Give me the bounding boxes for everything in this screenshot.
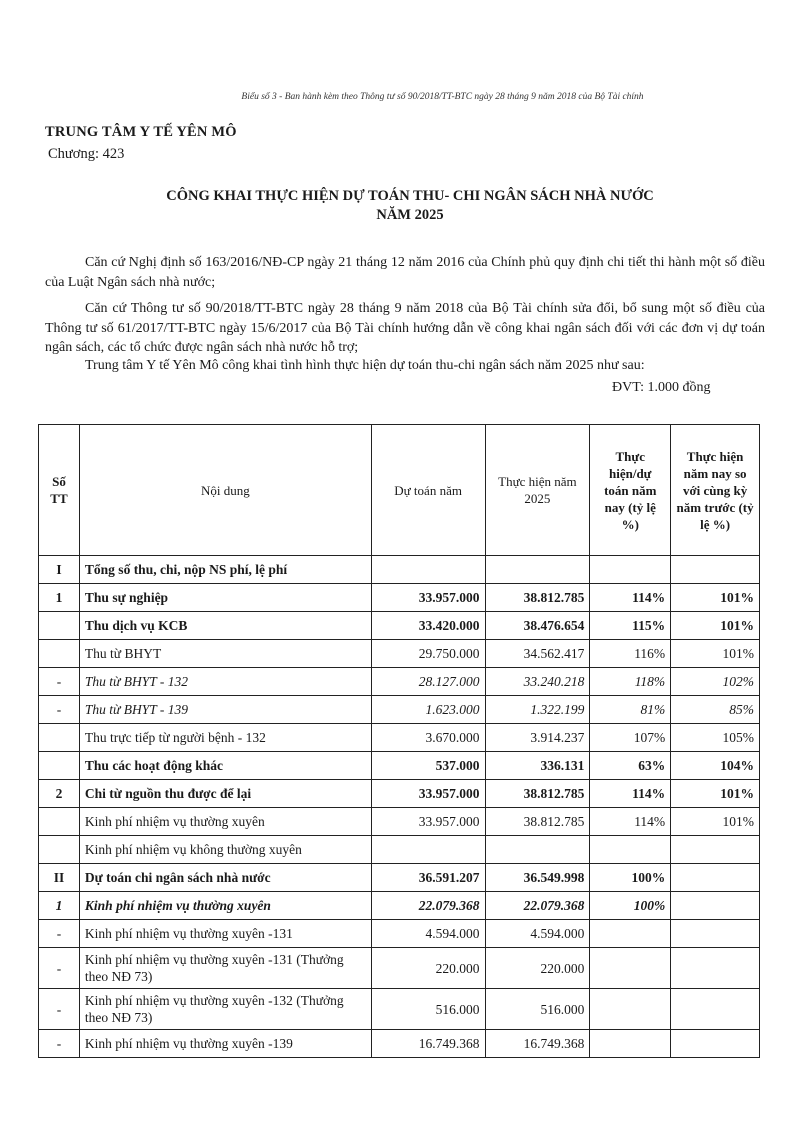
- cell-content: Kinh phí nhiệm vụ thường xuyên -131: [79, 920, 371, 948]
- title-line-2: NĂM 2025: [376, 207, 444, 223]
- header-actual: Thực hiện năm 2025: [485, 425, 590, 556]
- budget-table: [38, 424, 760, 1058]
- paragraph-legal-basis-2: [45, 299, 765, 358]
- cell-estimate: 28.127.000: [371, 668, 485, 696]
- cell-estimate: 3.670.000: [371, 724, 485, 752]
- cell-ratio-prev: [671, 864, 760, 892]
- cell-stt: [39, 640, 80, 668]
- paragraph-text: Căn cứ Thông tư số 90/2018/TT-BTC ngày 28 tháng 9 năm 2018 của Bộ Tài chính sửa đổi, bổ sung một số điều của Thông tư số 61/2017/TT-BTC ngày 15/6/2017 của Bộ Tài chính hướng dẫn về công khai ngân sách đối với các đơn vị dự toán ngân sách, các tổ chức được ngân sách nhà nước hỗ trợ;: [45, 301, 765, 355]
- cell-ratio-prev: 105%: [671, 724, 760, 752]
- cell-content: Thu trực tiếp từ người bệnh - 132: [79, 724, 371, 752]
- cell-content: Dự toán chi ngân sách nhà nước: [79, 864, 371, 892]
- table-row: [39, 780, 760, 808]
- cell-ratio-plan: 114%: [590, 808, 671, 836]
- annex-note: Biểu số 3 - Ban hành kèm theo Thông tư số 90/2018/TT-BTC ngày 28 tháng 9 năm 2018 của Bộ Tài chính: [241, 92, 644, 102]
- currency-unit: ĐVT: 1.000 đồng: [612, 380, 711, 395]
- cell-estimate: 516.000: [371, 989, 485, 1030]
- cell-ratio-plan: 116%: [590, 640, 671, 668]
- cell-ratio-prev: 101%: [671, 584, 760, 612]
- cell-actual: 38.812.785: [485, 808, 590, 836]
- cell-content: Thu từ BHYT - 139: [79, 696, 371, 724]
- table-row: [39, 556, 760, 584]
- cell-estimate: 29.750.000: [371, 640, 485, 668]
- table-row: [39, 989, 760, 1030]
- cell-content: Kinh phí nhiệm vụ thường xuyên -132 (Thưởng theo NĐ 73): [79, 989, 371, 1030]
- cell-estimate: 33.957.000: [371, 584, 485, 612]
- header-ratio-prev: Thực hiện năm nay so với cùng kỳ năm trước (tỷ lệ %): [671, 425, 760, 556]
- table-row: [39, 864, 760, 892]
- cell-estimate: 537.000: [371, 752, 485, 780]
- cell-ratio-plan: [590, 989, 671, 1030]
- cell-actual: 22.079.368: [485, 892, 590, 920]
- cell-stt: 1: [39, 892, 80, 920]
- table-row: [39, 836, 760, 864]
- cell-ratio-plan: [590, 836, 671, 864]
- title-line-1: CÔNG KHAI THỰC HIỆN DỰ TOÁN THU- CHI NGÂN SÁCH NHÀ NƯỚC: [166, 188, 654, 204]
- paragraph-text: Căn cứ Nghị định số 163/2016/NĐ-CP ngày 21 tháng 12 năm 2016 của Chính phủ quy định chi tiết thi hành một số điều của Luật Ngân sách nhà nước;: [45, 255, 765, 290]
- cell-ratio-plan: [590, 920, 671, 948]
- cell-stt: II: [39, 864, 80, 892]
- cell-content: Thu sự nghiệp: [79, 584, 371, 612]
- cell-estimate: 33.420.000: [371, 612, 485, 640]
- cell-ratio-plan: [590, 1030, 671, 1058]
- cell-content: Kinh phí nhiệm vụ thường xuyên: [79, 808, 371, 836]
- cell-estimate: 36.591.207: [371, 864, 485, 892]
- cell-ratio-prev: 85%: [671, 696, 760, 724]
- cell-actual: 38.812.785: [485, 584, 590, 612]
- table-row: [39, 948, 760, 989]
- paragraph-legal-basis-1: [45, 253, 765, 292]
- cell-stt: -: [39, 989, 80, 1030]
- cell-stt: [39, 836, 80, 864]
- cell-ratio-prev: [671, 556, 760, 584]
- cell-actual: [485, 556, 590, 584]
- table-row: [39, 612, 760, 640]
- cell-ratio-plan: 114%: [590, 780, 671, 808]
- paragraph-intro: [45, 356, 775, 376]
- cell-ratio-plan: 115%: [590, 612, 671, 640]
- cell-content: Kinh phí nhiệm vụ thường xuyên: [79, 892, 371, 920]
- cell-content: Thu từ BHYT: [79, 640, 371, 668]
- cell-actual: 3.914.237: [485, 724, 590, 752]
- cell-estimate: 22.079.368: [371, 892, 485, 920]
- table-row: [39, 584, 760, 612]
- cell-content: Thu từ BHYT - 132: [79, 668, 371, 696]
- table-row: [39, 752, 760, 780]
- cell-content: Chi từ nguồn thu được để lại: [79, 780, 371, 808]
- header-ratio-plan: Thực hiện/dự toán năm nay (tỷ lệ %): [590, 425, 671, 556]
- cell-content: Kinh phí nhiệm vụ không thường xuyên: [79, 836, 371, 864]
- cell-actual: 36.549.998: [485, 864, 590, 892]
- table-body: [39, 556, 760, 1058]
- header-stt: Số TT: [39, 425, 80, 556]
- cell-estimate: [371, 556, 485, 584]
- cell-stt: 1: [39, 584, 80, 612]
- cell-actual: 516.000: [485, 989, 590, 1030]
- document-title: [0, 187, 800, 225]
- table-row: [39, 1030, 760, 1058]
- cell-content: Thu dịch vụ KCB: [79, 612, 371, 640]
- cell-ratio-prev: [671, 836, 760, 864]
- cell-ratio-plan: [590, 556, 671, 584]
- cell-ratio-plan: 63%: [590, 752, 671, 780]
- table-row: [39, 668, 760, 696]
- table-row: [39, 724, 760, 752]
- cell-ratio-prev: [671, 989, 760, 1030]
- cell-stt: -: [39, 948, 80, 989]
- cell-stt: [39, 752, 80, 780]
- paragraph-text: Trung tâm Y tế Yên Mô công khai tình hình thực hiện dự toán thu-chi ngân sách năm 2025 như sau:: [85, 358, 645, 373]
- cell-ratio-prev: 101%: [671, 640, 760, 668]
- header-content: Nội dung: [79, 425, 371, 556]
- cell-ratio-prev: [671, 948, 760, 989]
- cell-content: Tổng số thu, chi, nộp NS phí, lệ phí: [79, 556, 371, 584]
- cell-stt: [39, 808, 80, 836]
- cell-stt: -: [39, 1030, 80, 1058]
- cell-actual: 1.322.199: [485, 696, 590, 724]
- table-row: [39, 920, 760, 948]
- cell-ratio-prev: [671, 1030, 760, 1058]
- cell-actual: 38.476.654: [485, 612, 590, 640]
- cell-ratio-prev: [671, 892, 760, 920]
- cell-estimate: 220.000: [371, 948, 485, 989]
- organization-name: TRUNG TÂM Y TẾ YÊN MÔ: [45, 124, 237, 140]
- cell-stt: -: [39, 696, 80, 724]
- cell-ratio-plan: [590, 948, 671, 989]
- cell-ratio-prev: 104%: [671, 752, 760, 780]
- cell-actual: [485, 836, 590, 864]
- cell-ratio-plan: 81%: [590, 696, 671, 724]
- cell-actual: 4.594.000: [485, 920, 590, 948]
- cell-stt: -: [39, 668, 80, 696]
- cell-ratio-plan: 107%: [590, 724, 671, 752]
- cell-content: Kinh phí nhiệm vụ thường xuyên -131 (Thưởng theo NĐ 73): [79, 948, 371, 989]
- cell-ratio-plan: 114%: [590, 584, 671, 612]
- cell-actual: 33.240.218: [485, 668, 590, 696]
- cell-ratio-plan: 118%: [590, 668, 671, 696]
- cell-estimate: 33.957.000: [371, 780, 485, 808]
- cell-actual: 220.000: [485, 948, 590, 989]
- table-row: [39, 808, 760, 836]
- cell-actual: 38.812.785: [485, 780, 590, 808]
- cell-content: Kinh phí nhiệm vụ thường xuyên -139: [79, 1030, 371, 1058]
- cell-estimate: 1.623.000: [371, 696, 485, 724]
- cell-stt: -: [39, 920, 80, 948]
- cell-estimate: 33.957.000: [371, 808, 485, 836]
- cell-estimate: [371, 836, 485, 864]
- cell-ratio-prev: 101%: [671, 808, 760, 836]
- cell-stt: [39, 724, 80, 752]
- cell-content: Thu các hoạt động khác: [79, 752, 371, 780]
- cell-estimate: 4.594.000: [371, 920, 485, 948]
- table-row: [39, 696, 760, 724]
- cell-estimate: 16.749.368: [371, 1030, 485, 1058]
- cell-actual: 16.749.368: [485, 1030, 590, 1058]
- table-row: [39, 892, 760, 920]
- cell-actual: 336.131: [485, 752, 590, 780]
- cell-ratio-prev: 101%: [671, 612, 760, 640]
- header-estimate: Dự toán năm: [371, 425, 485, 556]
- cell-ratio-prev: 101%: [671, 780, 760, 808]
- table-row: [39, 640, 760, 668]
- cell-stt: 2: [39, 780, 80, 808]
- cell-stt: [39, 612, 80, 640]
- cell-stt: I: [39, 556, 80, 584]
- cell-ratio-prev: [671, 920, 760, 948]
- cell-ratio-plan: 100%: [590, 892, 671, 920]
- chapter-code: Chương: 423: [48, 146, 125, 162]
- table-header-row: [39, 425, 760, 556]
- cell-actual: 34.562.417: [485, 640, 590, 668]
- cell-ratio-plan: 100%: [590, 864, 671, 892]
- cell-ratio-prev: 102%: [671, 668, 760, 696]
